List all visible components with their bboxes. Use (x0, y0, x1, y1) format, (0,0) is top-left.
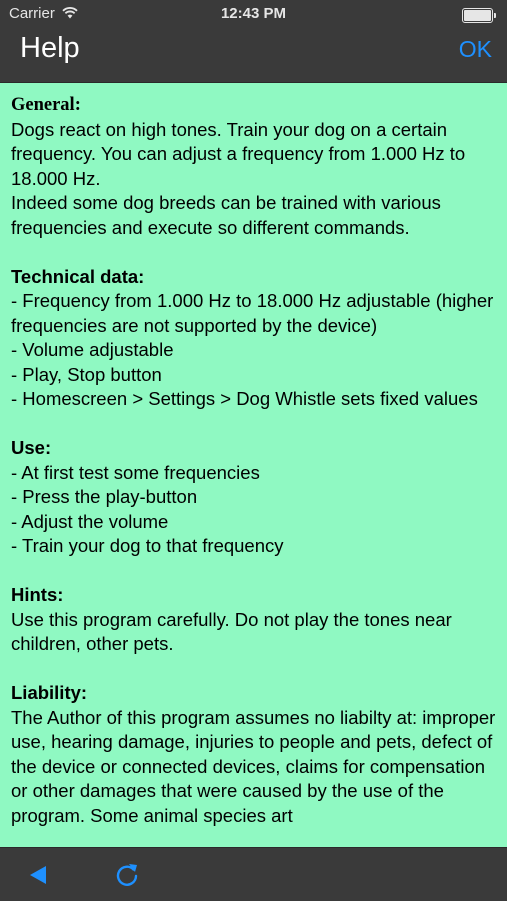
use-line: - Press the play-button (11, 486, 198, 507)
technical-line: - Frequency from 1.000 Hz to 18.000 Hz adjustable (higher frequencies are not supported by the device) (11, 290, 494, 336)
carrier-label: Carrier (9, 5, 55, 22)
use-section-title: Use: (11, 437, 52, 458)
reload-icon (112, 861, 142, 889)
section-spacer (11, 240, 496, 265)
section-spacer (11, 657, 496, 682)
help-content-scroll[interactable] (0, 83, 507, 847)
reload-button[interactable] (112, 861, 142, 889)
back-triangle-icon (26, 861, 56, 889)
bottom-toolbar (0, 847, 507, 901)
battery-cap (494, 13, 496, 18)
battery-icon (462, 8, 493, 23)
navigation-bar (0, 28, 507, 83)
use-line: - Adjust the volume (11, 510, 169, 532)
general-paragraph-1: Dogs react on high tones. Train your dog on a certain frequency. You can adjust a frequency from 1.000 Hz to 18.000 Hz. (11, 118, 466, 189)
general-paragraph-2: Indeed some dog breeds can be trained with various frequencies and execute so different commands. (11, 192, 441, 238)
use-line: - At first test some frequencies (11, 461, 260, 483)
battery-level-fill (464, 10, 491, 21)
general-section-title: General: (11, 95, 81, 115)
liability-paragraph: The Author of this program assumes no liabilty at: improper use, hearing damage, injuries to people and pets, defect of the device or connected devices, claims for compensation or other damages that were caused by the use of the program. Some animal species art (11, 706, 496, 826)
hints-section-title: Hints: (11, 584, 64, 605)
use-line: - Train your dog to that frequency (11, 535, 284, 556)
page-title: Help (20, 32, 80, 64)
section-spacer (11, 559, 496, 584)
wifi-icon (62, 6, 78, 23)
status-bar (0, 0, 507, 28)
hints-paragraph: Use this program carefully. Do not play the tones near children, other pets. (11, 608, 452, 654)
help-text (0, 83, 507, 828)
liability-section-title: Liability: (11, 682, 88, 703)
section-spacer (11, 412, 496, 437)
technical-line: - Volume adjustable (11, 339, 174, 360)
technical-section-title: Technical data: (11, 265, 145, 287)
technical-line: - Play, Stop button (11, 363, 162, 385)
clock-time: 12:43 PM (220, 5, 287, 22)
technical-line: - Homescreen > Settings > Dog Whistle sets fixed values (11, 388, 478, 409)
back-button[interactable] (26, 861, 56, 889)
ok-button[interactable]: OK (458, 36, 492, 62)
